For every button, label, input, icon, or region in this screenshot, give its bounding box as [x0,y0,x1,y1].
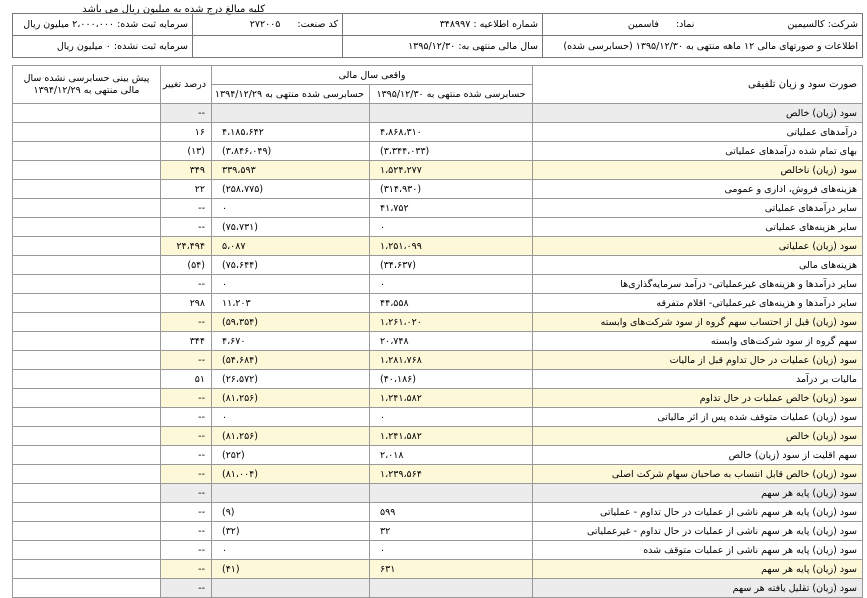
prev-value: (۲۵۸،۷۷۵) [212,180,370,199]
reg-capital-value: ۲،۰۰۰،۰۰۰ میلیون ریال [23,19,115,30]
pct-change: -- [161,446,212,465]
company-label: شرکت: [827,19,858,30]
table-row [13,180,863,199]
notice-label: شماره اطلاعیه : [473,19,538,30]
company-cell [543,14,863,36]
notice-value: ۳۴۸۹۹۷ [439,19,471,30]
pct-change: -- [161,427,212,446]
forecast-value [13,237,161,256]
row-label: بهای تمام شده درآمدهای عملیاتی [533,142,863,161]
prev-value: ۰ [212,541,370,560]
row-label: سهم اقلیت از سود (زیان) خالص [533,446,863,465]
row-label: سایر درآمدها و هزینه‌های غیرعملیاتی- اقلام متفرقه [533,294,863,313]
pct-change: ۳۴۴ [161,332,212,351]
pct-change: ۳۴۹ [161,161,212,180]
current-year-header: حسابرسی شده منتهی به ۱۳۹۵/۱۲/۳۰ [370,85,533,104]
forecast-value [13,351,161,370]
row-label: سود (زیان) خالص [533,104,863,123]
pct-change: -- [161,313,212,332]
forecast-value [13,104,161,123]
current-value: (۳۱۴،۹۳۰) [370,180,533,199]
forecast-value [13,218,161,237]
pct-change: -- [161,104,212,123]
pct-change: -- [161,199,212,218]
pct-change: -- [161,579,212,598]
current-value: ۱،۲۶۱،۰۲۰ [370,313,533,332]
pct-change: -- [161,408,212,427]
table-row [13,465,863,484]
prev-value: ۱۱،۲۰۳ [212,294,370,313]
table-row [13,237,863,256]
current-value: ۱،۲۸۱،۷۶۸ [370,351,533,370]
prev-value: ۰ [212,408,370,427]
prev-value: (۳۲) [212,522,370,541]
table-row [13,142,863,161]
current-value: ۰ [370,408,533,427]
row-label: درآمدهای عملیاتی [533,123,863,142]
fy-value: ۱۳۹۵/۱۲/۳۰ [408,41,456,52]
row-label: سایر درآمدها و هزینه‌های غیرعملیاتی- درآمد سرمایه‌گذاری‌ها [533,275,863,294]
forecast-value [13,199,161,218]
row-label: سود (زیان) عملیات متوقف شده پس از اثر مالیاتی [533,408,863,427]
current-value: ۲۰،۷۴۸ [370,332,533,351]
prev-value [212,104,370,123]
table-row [13,351,863,370]
pct-change: (۵۴) [161,256,212,275]
pct-change: -- [161,218,212,237]
table-row [13,275,863,294]
pct-change: ۲۲ [161,180,212,199]
table-row [13,370,863,389]
statement-rows [13,104,863,598]
forecast-value [13,142,161,161]
table-row [13,541,863,560]
pct-change: -- [161,522,212,541]
table-row [13,313,863,332]
forecast-value [13,541,161,560]
table-row [13,484,863,503]
current-value [370,104,533,123]
forecast-value [13,560,161,579]
current-value: ۶۳۱ [370,560,533,579]
forecast-value [13,446,161,465]
current-value: (۳۴،۶۳۷) [370,256,533,275]
prev-value: ۰ [212,275,370,294]
prev-value: (۲۶،۵۷۲) [212,370,370,389]
table-row [13,256,863,275]
pct-change: -- [161,484,212,503]
industry-label: کد صنعت: [297,19,338,30]
forecast-value [13,370,161,389]
pct-change: ۲۴،۴۹۴ [161,237,212,256]
forecast-value [13,427,161,446]
current-value [370,579,533,598]
row-label: سود (زیان) ناخالص [533,161,863,180]
prev-value: ۳۳۹،۵۹۳ [212,161,370,180]
unreg-capital-value: ۰ میلیون ریال [56,41,111,52]
table-row [13,123,863,142]
current-value: ۱،۲۳۹،۵۶۴ [370,465,533,484]
forecast-value [13,484,161,503]
unreg-capital-label: سرمایه ثبت نشده: [113,41,188,52]
current-value: ۱،۲۴۱،۵۸۲ [370,427,533,446]
report-header [12,13,863,58]
forecast-value [13,123,161,142]
forecast-value [13,389,161,408]
table-row [13,199,863,218]
forecast-value [13,522,161,541]
industry-value: ۲۷۲۰۰۵ [249,19,281,30]
prev-value: (۵۹،۳۵۴) [212,313,370,332]
notice-cell [343,14,543,36]
forecast-value [13,465,161,484]
forecast-value [13,180,161,199]
table-row [13,522,863,541]
current-value: ۰ [370,541,533,560]
row-label: سود (زیان) پایه هر سهم [533,484,863,503]
pct-change-header: درصد تغییر [161,66,212,104]
prev-value: ۵،۰۸۷ [212,237,370,256]
prev-value: (۷۵،۶۴۴) [212,256,370,275]
prev-value: ۰ [212,199,370,218]
info-cell [543,36,863,58]
prev-value: (۵۴،۶۸۴) [212,351,370,370]
row-label: سود (زیان) پایه هر سهم ناشی از عملیات در حال تداوم - غیرعملیاتی [533,522,863,541]
industry-cell [193,14,343,36]
forecast-value [13,161,161,180]
prev-value: ۴،۱۸۵،۶۴۲ [212,123,370,142]
row-label: سهم گروه از سود شرکت‌های وابسته [533,332,863,351]
row-label: سایر درآمدهای عملیاتی [533,199,863,218]
symbol-value: فاسمین [627,19,659,30]
currency-note: کلیه مبالغ درج شده به میلیون ریال می باشد [82,4,265,15]
table-row [13,560,863,579]
current-value: ۰ [370,275,533,294]
unreg-capital-cell [13,36,193,58]
row-label: مالیات بر درآمد [533,370,863,389]
pct-change: ۵۱ [161,370,212,389]
table-row [13,579,863,598]
prev-value: (۸۱،۰۰۴) [212,465,370,484]
current-value: (۳،۳۴۴،۰۳۳) [370,142,533,161]
reg-capital-cell [13,14,193,36]
pct-change: -- [161,560,212,579]
table-row [13,161,863,180]
pct-change: -- [161,389,212,408]
row-label: هزینه‌های مالی [533,256,863,275]
current-value: ۱،۲۴۱،۵۸۲ [370,389,533,408]
prev-value: (۴۱) [212,560,370,579]
fy-cell [343,36,543,58]
prev-value: (۳،۸۴۶،۰۴۹) [212,142,370,161]
prev-value: (۷۵،۷۳۱) [212,218,370,237]
table-row [13,104,863,123]
group-header: واقعی سال مالی [212,66,533,85]
current-value: ۴،۸۶۸،۳۱۰ [370,123,533,142]
row-label: سود (زیان) تقلیل یافته هر سهم [533,579,863,598]
pct-change: (۱۳) [161,142,212,161]
current-value: ۰ [370,218,533,237]
row-label: سود (زیان) پایه هر سهم ناشی از عملیات متوقف شده [533,541,863,560]
table-row [13,294,863,313]
current-value: ۲،۰۱۸ [370,446,533,465]
prev-value: (۸۱،۲۵۶) [212,389,370,408]
row-label: سود (زیان) خالص عملیات در حال تداوم [533,389,863,408]
empty-header-cell [193,36,343,58]
reg-capital-label: سرمایه ثبت شده: [117,19,188,30]
table-row [13,446,863,465]
forecast-value [13,503,161,522]
table-row [13,332,863,351]
pct-change: -- [161,541,212,560]
fy-label: سال مالی منتهی به: [458,41,538,52]
row-label: سود (زیان) پایه هر سهم [533,560,863,579]
current-value: ۱،۵۲۴،۲۷۷ [370,161,533,180]
current-value [370,484,533,503]
current-value: ۵۹۹ [370,503,533,522]
prev-value [212,484,370,503]
prev-value: ۴،۶۷۰ [212,332,370,351]
forecast-value [13,256,161,275]
forecast-header: پیش بینی حسابرسی نشده سال مالی منتهی به ۱۳۹۴/۱۲/۲۹ [13,66,161,104]
table-row [13,408,863,427]
pct-change: -- [161,465,212,484]
current-value: ۴۱،۷۵۲ [370,199,533,218]
statement-title: صورت سود و زیان تلفیقی [533,66,863,104]
prev-value: (۹) [212,503,370,522]
prev-value [212,579,370,598]
forecast-value [13,332,161,351]
table-row [13,503,863,522]
row-label: سود (زیان) عملیات در حال تداوم قبل از مالیات [533,351,863,370]
table-row [13,389,863,408]
forecast-value [13,275,161,294]
row-label: هزینه‌های فروش، اداری و عمومی [533,180,863,199]
forecast-value [13,579,161,598]
pct-change: -- [161,351,212,370]
row-label: سود (زیان) خالص [533,427,863,446]
table-row [13,427,863,446]
current-value: (۴۰،۱۸۶) [370,370,533,389]
row-label: سود (زیان) خالص قابل انتساب به صاحبان سهام شرکت اصلی [533,465,863,484]
current-value: ۳۲ [370,522,533,541]
forecast-value [13,408,161,427]
info-text: اطلاعات و صورتهای مالی ۱۲ ماهه منتهی به ۱۳۹۵/۱۲/۳۰ (حسابرسی شده) [563,41,858,52]
forecast-value [13,294,161,313]
pct-change: ۲۹۸ [161,294,212,313]
symbol-label: نماد: [675,19,695,30]
row-label: سود (زیان) عملیاتی [533,237,863,256]
prev-value: (۸۱،۲۵۶) [212,427,370,446]
pct-change: -- [161,503,212,522]
pct-change: ۱۶ [161,123,212,142]
prev-year-header: حسابرسی شده منتهی به ۱۳۹۴/۱۲/۲۹ [212,85,370,104]
current-value: ۴۴،۵۵۸ [370,294,533,313]
pct-change: -- [161,275,212,294]
prev-value: (۲۵۲) [212,446,370,465]
row-label: سود (زیان) پایه هر سهم ناشی از عملیات در حال تداوم - عملیاتی [533,503,863,522]
forecast-value [13,313,161,332]
current-value: ۱،۲۵۱،۰۹۹ [370,237,533,256]
income-statement-table [12,65,863,598]
row-label: سود (زیان) قبل از احتساب سهم گروه از سود شرکت‌های وابسته [533,313,863,332]
company-value: کالسیمین [787,19,825,30]
row-label: سایر هزینه‌های عملیاتی [533,218,863,237]
table-row [13,218,863,237]
